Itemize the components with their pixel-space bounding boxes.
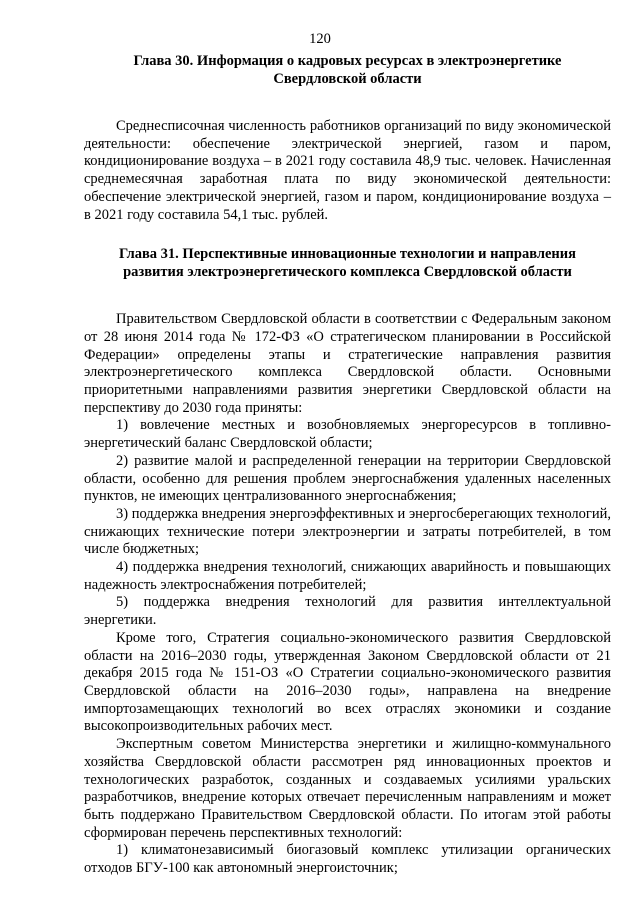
chapter-30-title	[84, 52, 611, 88]
page-number: 120	[309, 31, 331, 47]
priority-item-3: 3) поддержка внедрения энергоэффективных и энергосберегающих технологий, снижающих технические потери электроэнергии и затраты потребителей, в том числе бюджетных;	[84, 505, 611, 558]
chapter-31-intro-paragraph: Правительством Свердловской области в соответствии с Федеральным законом от 28 июня 2014 года № 172-ФЗ «О стратегическом планировании в Российской Федерации» определены этапы и стратегические направления развития электроэнергетического комплекса Свердловской области. Основными приоритетными направлениями развития энергетики Свердловской области на перспективу до 2030 года приняты:	[84, 311, 611, 416]
expert-council-paragraph: Экспертным советом Министерства энергетики и жилищно-коммунального хозяйства Свердловской области рассмотрен ряд инновационных проектов и технологических разработок, созданных и создаваемых усилиями уральских разработчиков, внедрение которых отвечает перечисленным направлениям и может быть поддержано Правительством Свердловской области. По итогам этой работы сформирован перечень перспективных технологий:	[84, 736, 611, 841]
strategy-paragraph: Кроме того, Стратегия социально-экономического развития Свердловской области на 2016–2030 годы, утвержденная Законом Свердловской области от 21 декабря 2015 года № 151-ОЗ «О Стратегии социально-экономического развития Свердловской области на 2016–2030 годы», направлена на внедрение импортозамещающих технологий во всех отраслях экономики и создание высокопроизводительных рабочих мест.	[84, 629, 611, 735]
technology-item-1: 1) климатонезависимый биогазовый комплекс утилизации органических отходов БГУ-100 как автономный энергоисточник;	[84, 842, 611, 877]
chapter-30-title-line-2: Свердловской области	[273, 71, 422, 87]
priority-item-2: 2) развитие малой и распределенной генерации на территории Свердловской области, особенно для решения проблем энергоснабжения удаленных населенных пунктов, не имеющих централизованного энергоснабжения;	[84, 452, 611, 505]
page-content	[84, 52, 611, 878]
chapter-31-title-line-1: Глава 31. Перспективные инновационные технологии и направления	[119, 246, 576, 263]
priority-item-5: 5) поддержка внедрения технологий для развития интеллектуальной энергетики.	[84, 594, 611, 629]
chapter-31-title-line-2: развития электроэнергетического комплекса Свердловской области	[123, 264, 572, 281]
priority-item-4: 4) поддержка внедрения технологий, снижающих аварийность и повышающих надежность электроснабжения потребителей;	[84, 559, 611, 593]
chapter-30-paragraph: Среднесписочная численность работников организаций по виду экономической деятельности: обеспечение электрической энергией, газом и паром, кондиционирование воздуха – в 2021 году составила 48,9 тыс. человек. Начисленная среднемесячная заработная плата по виду экономической деятельности: обеспечение электрической энергией, газом и паром, кондиционирование воздуха – в 2021 году составила 54,1 тыс. рублей.	[84, 118, 611, 223]
chapter-30-title-line-1: Глава 30. Информация о кадровых ресурсах в электроэнергетике	[133, 53, 562, 69]
priority-item-1: 1) вовлечение местных и возобновляемых энергоресурсов в топливно-энергетический баланс Свердловской области;	[84, 417, 611, 452]
chapter-31-title	[84, 245, 611, 281]
